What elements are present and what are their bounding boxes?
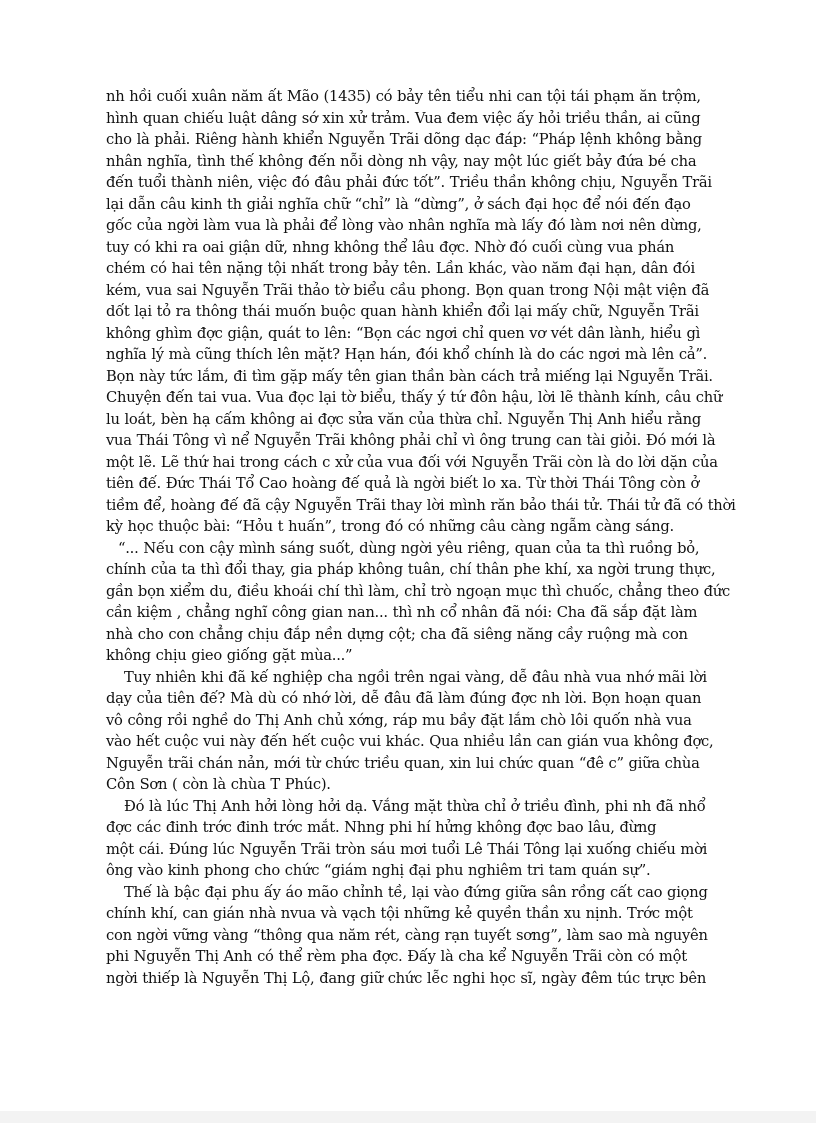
text-line: con ngời vững vàng “thông qua năm rét, càng rạn tuyết sơng”, làm sao mà nguyên <box>106 926 708 944</box>
text-line: cần kiệm , chẳng nghĩ công gian nan... thì nh cổ nhân đã nói: Cha đã sắp đặt làm <box>106 604 698 621</box>
text-line: nhà cho con chẳng chịu đắp nền dựng cột; cha đã siêng năng cầy ruộng mà con <box>106 625 688 643</box>
text-line: chính khí, can gián nhà nvua và vạch tội những kẻ quyền thần xu nịnh. Trớc một <box>106 905 693 922</box>
text-line: Bọn này tức lắm, đi tìm gặp mấy tên gian thần bàn cách trả miếng lại Nguyễn Trãi. <box>106 367 713 385</box>
text-line: dốt lại tỏ ra thông thái muốn buộc quan hành khiển đổi lại mấy chữ, Nguyễn Trãi <box>106 303 699 320</box>
text-line: kém, vua sai Nguyễn Trãi thảo tờ biểu cầu phong. Bọn quan trong Nội mật viện đã <box>106 281 710 299</box>
text-line: cho là phải. Riêng hành khiển Nguyễn Trãi dõng dạc đáp: “Pháp lệnh không bằng <box>106 131 702 148</box>
text-line: đợc các đinh trớc đinh trớc mắt. Nhng phi hí hửng không đợc bao lâu, đừng <box>106 819 657 836</box>
text-line: Chuyện đến tai vua. Vua đọc lại tờ biểu, thấy ý tứ đôn hậu, lời lẽ thành kính, câu chữ <box>106 389 723 406</box>
text-line: không ghìm đợc giận, quát to lên: “Bọn các ngơi chỉ quen vơ vét dân lành, hiểu gì <box>106 324 701 342</box>
body-text <box>106 86 782 989</box>
text-line: nh hồi cuối xuân năm ất Mão (1435) có bảy tên tiểu nhi can tội tái phạm ăn trộm, <box>106 88 701 105</box>
text-line: gốc của ngời làm vua là phải để lòng vào nhân nghĩa mà lấy đó làm nơi nên dừng, <box>106 217 702 234</box>
page-bottom-edge <box>0 1111 816 1123</box>
text-line: phi Nguyễn Thị Anh có thể rèm pha đợc. Đấy là cha kể Nguyễn Trãi còn có một <box>106 948 687 965</box>
text-line: chính của ta thì đổi thay, gia pháp không tuân, chí thân phe khí, xa ngời trung thực, <box>106 561 716 578</box>
text-line: đến tuổi thành niên, việc đó đâu phải đức tốt”. Triều thần không chịu, Nguyễn Trãi <box>106 174 712 191</box>
text-line: lại dẫn câu kinh th giải nghĩa chữ “chỉ” là “dừng”, ở sách đại học để nói đến đạo <box>106 195 691 213</box>
text-line: nghĩa lý mà cũng thích lên mặt? Hạn hán, đói khổ chính là do các ngơi mà lên cả”. <box>106 346 707 363</box>
text-line: “... Nếu con cậy mình sáng suốt, dùng ngời yêu riêng, quan của ta thì ruồng bỏ, <box>118 539 700 557</box>
text-line: nhân nghĩa, tình thế không đến nỗi dòng nh vậy, nay một lúc giết bảy đứa bé cha <box>106 152 697 170</box>
text-line: kỳ học thuộc bài: “Hỏu t huấn”, trong đó có những câu càng ngẫm càng sáng. <box>106 518 674 535</box>
text-line: tiên đế. Đức Thái Tổ Cao hoàng đế quả là ngời biết lo xa. Từ thời Thái Tông còn ở <box>106 475 700 492</box>
text-line: Thế là bậc đại phu ấy áo mão chỉnh tề, lại vào đứng giữa sân rồng cất cao giọng <box>124 883 708 901</box>
text-line: không chịu gieo giống gặt mùa...” <box>106 647 353 664</box>
text-line: Tuy nhiên khi đã kế nghiệp cha ngồi trên ngai vàng, dễ đâu nhà vua nhớ mãi lời <box>124 668 707 686</box>
text-line: tuy có khi ra oai giận dữ, nhng không thể lâu đợc. Nhờ đó cuối cùng vua phán <box>106 238 675 256</box>
text-line: Nguyễn trãi chán nản, mới từ chức triều quan, xin lui chức quan “đê c” giữa chùa <box>106 754 700 772</box>
text-line: lu loát, bèn hạ cấm không ai đợc sửa văn của thừa chỉ. Nguyễn Thị Anh hiểu rằng <box>106 410 701 428</box>
text-line: một lẽ. Lẽ thứ hai trong cách c xử của vua đối với Nguyễn Trãi còn là do lời dặn của <box>106 453 718 471</box>
text-line: dạy của tiên đế? Mà dù có nhớ lời, dễ đâu đã làm đúng đợc nh lời. Bọn hoạn quan <box>106 690 702 707</box>
text-line: ông vào kinh phong cho chức “giám nghị đại phu nghiêm tri tam quán sự”. <box>106 862 651 879</box>
text-line: vua Thái Tông vì nể Nguyễn Trãi không phải chỉ vì ông trung can tài giỏi. Đó mới là <box>106 432 716 449</box>
text-line: Đó là lúc Thị Anh hởi lòng hởi dạ. Vắng mặt thừa chỉ ở triều đình, phi nh đã nhổ <box>124 797 706 815</box>
text-line: chém có hai tên nặng tội nhất trong bảy tên. Lần khác, vào năm đại hạn, dân đói <box>106 260 695 277</box>
text-line: vô công rồi nghề do Thị Anh chủ xớng, ráp mu bầy đặt lắm chò lôi quốn nhà vua <box>106 711 692 729</box>
text-line: gần bọn xiểm du, điều khoái chí thì làm, chỉ trò ngoạn mục thì chuốc, chẳng theo đức <box>106 582 731 600</box>
text-line: ngời thiếp là Nguyễn Thị Lộ, đang giữ chức lễc nghi học sĩ, ngày đêm túc trực bên <box>106 969 707 987</box>
text-line: vào hết cuộc vui này đến hết cuộc vui khác. Qua nhiều lần can gián vua không đợc, <box>106 733 714 750</box>
text-line: tiềm để, hoàng đế đã cậy Nguyễn Trãi thay lời mình răn bảo thái tử. Thái tử đã có thời <box>106 496 736 514</box>
text-line: một cái. Đúng lúc Nguyễn Trãi tròn sáu mơi tuổi Lê Thái Tông lại xuống chiếu mời <box>106 840 708 858</box>
text-line: Côn Sơn ( còn là chùa T Phúc). <box>106 776 331 793</box>
text-line: hình quan chiếu luật dâng sớ xin xử trảm. Vua đem việc ấy hỏi triều thần, ai cũng <box>106 109 701 127</box>
